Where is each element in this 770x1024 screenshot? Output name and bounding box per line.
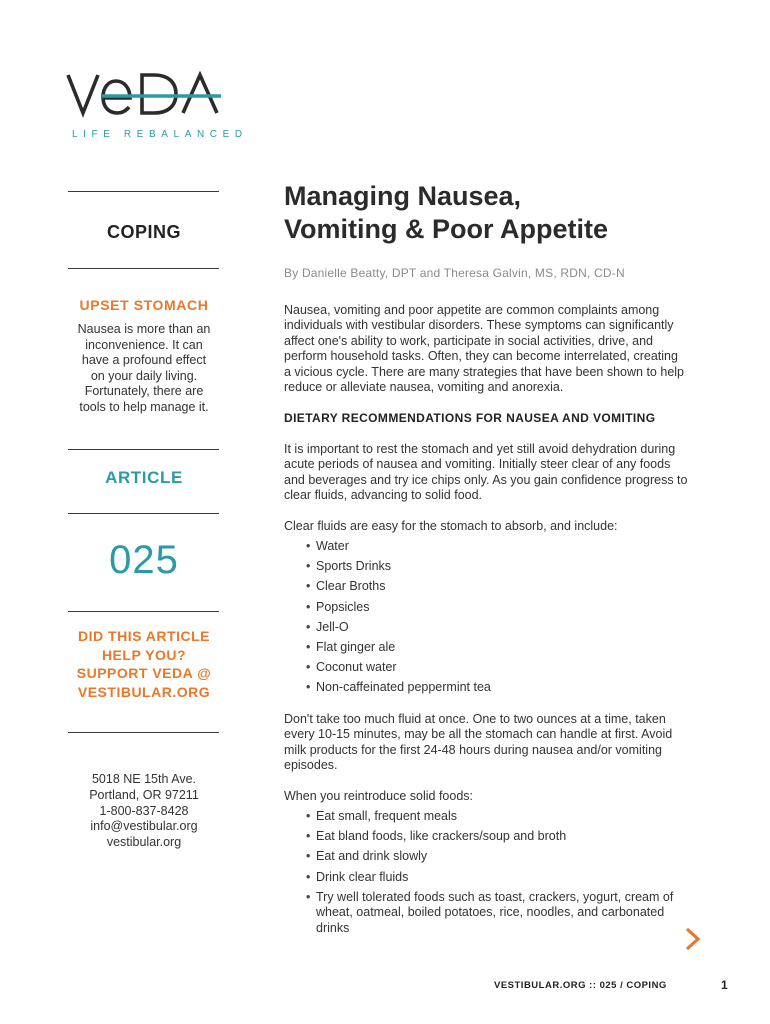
sidebar-rule [68,268,219,269]
topic-heading: UPSET STOMACH [79,297,209,313]
list-item: • Flat ginger ale [300,640,700,660]
text-line: wheat, oatmeal, boiled potatoes, rice, noodles, and carbonated [316,905,665,920]
solid-foods-intro: When you reintroduce solid foods: [284,789,473,803]
list-item: • Water [300,539,700,559]
sidebar-rule [68,732,219,733]
topic-line: tools to help manage it. [79,399,209,414]
sidebar-rule [68,449,219,450]
article-title [284,180,724,246]
section-heading: DIETARY RECOMMENDATIONS FOR NAUSEA AND VOMITING [284,411,656,425]
text-line: a vicious cycle. There are many strategies that have been shown to help [284,364,684,379]
list-item [300,849,700,864]
address-city: Portland, OR 97211 [89,787,199,802]
clear-fluids-list [300,539,700,701]
text-line: • Try well tolerated foods such as toast, crackers, yogurt, cream of [316,889,674,904]
text-line: • Eat bland foods, like crackers/soup and broth [316,829,567,844]
support-callout[interactable] [60,627,228,701]
text-line: drinks [316,920,350,935]
veda-wordmark [66,70,226,120]
contact-address [60,772,228,851]
rest-paragraph [284,442,704,504]
article-label: ARTICLE [105,468,183,487]
logo-tagline: LIFE REBALANCED [72,129,248,140]
topic-line: on your daily living. [90,368,198,383]
article-number: 025 [109,538,179,582]
support-link[interactable]: VESTIBULAR.ORG [77,683,211,700]
sidebar-rule [68,513,219,514]
title-line: Vomiting & Poor Appetite [284,214,608,244]
text-line: • Drink clear fluids [316,869,409,884]
category-label: COPING [106,222,181,242]
list-item: • Popsicles [300,600,700,620]
topic-description [60,322,228,415]
topic-line: inconvenience. It can [85,337,203,352]
list-item [300,890,700,936]
address-street: 5018 NE 15th Ave. [91,772,197,786]
list-item [300,829,700,844]
intro-paragraph [284,303,704,395]
text-line: episodes. [284,758,338,773]
fluid-advice-paragraph [284,712,704,774]
email-link[interactable]: info@vestibular.org [90,819,198,834]
text-line: Don't take too much fluid at once. One to two ounces at a time, taken [284,712,666,726]
support-line: HELP YOU? [101,646,187,663]
list-item: • Clear Broths [300,579,700,599]
text-line: individuals with vestibular disorders. These symptoms can significantly [284,318,674,333]
list-item [300,809,700,824]
text-line: • Eat and drink slowly [316,849,428,864]
support-line: SUPPORT VEDA @ [76,665,212,681]
page-number: 1 [721,978,728,992]
text-line: affect one's ability to work, participate in social activities, drive, and [284,333,654,348]
text-line: every 10-15 minutes, may be all the stomach can handle at first. Avoid [284,727,673,742]
phone-number[interactable]: 1-800-837-8428 [99,803,189,818]
text-line: It is important to rest the stomach and yet still avoid dehydration during [284,442,676,456]
sidebar-rule [68,611,219,612]
byline: By Danielle Beatty, DPT and Theresa Galvin, MS, RDN, CD-N [284,266,625,280]
chevron-right-icon[interactable] [683,926,703,952]
topic-line: Fortunately, there are [84,384,204,398]
clear-fluids-intro: Clear fluids are easy for the stomach to absorb, and include: [284,519,618,533]
text-line: • Eat small, frequent meals [316,809,458,823]
text-line: acute periods of nausea and vomiting. Initially steer clear of any foods [284,457,671,472]
text-line: clear fluids, advancing to solid food. [284,488,483,503]
text-line: and beverages and try ice chips only. As you gain confidence progress to [284,472,688,487]
sidebar-rule [68,191,219,192]
website-link[interactable]: vestibular.org [106,835,182,850]
list-item [300,870,700,885]
page-footer: VESTIBULAR.ORG :: 025 / COPING [494,980,667,991]
list-item: • Non-caffeinated peppermint tea [300,680,700,700]
text-line: reduce or alleviate nausea, vomiting and anorexia. [284,380,564,395]
text-line: milk products for the first 24-48 hours during nausea and/or vomiting [284,742,662,757]
support-line: DID THIS ARTICLE [78,628,210,644]
solid-foods-list [300,809,700,941]
text-line: perform household tasks. Often, they can become interrelated, creating [284,349,678,364]
list-item: • Coconut water [300,660,700,680]
list-item: • Jell-O [300,620,700,640]
title-line: Managing Nausea, [284,181,522,211]
topic-line: Nausea is more than an [77,322,211,336]
topic-line: have a profound effect [81,353,207,367]
list-item: • Sports Drinks [300,559,700,579]
text-line: Nausea, vomiting and poor appetite are common complaints among [284,303,660,317]
